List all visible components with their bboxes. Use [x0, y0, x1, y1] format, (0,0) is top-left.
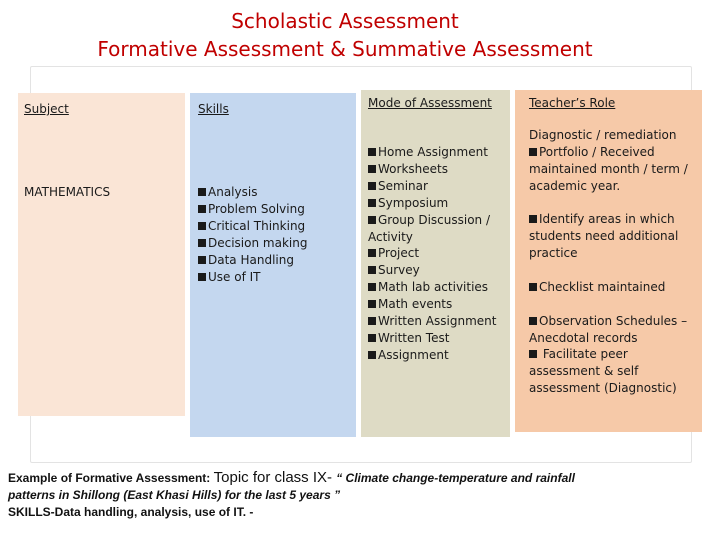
- role-header: Teacher’s Role: [529, 96, 616, 110]
- bullet-icon: [529, 148, 537, 156]
- bullet-icon: [368, 148, 376, 156]
- list-item: Critical Thinking: [198, 218, 307, 235]
- bullet-icon: [368, 216, 376, 224]
- role-identify: Identify areas in which students need additional practice: [529, 212, 679, 260]
- mode-column: [361, 90, 510, 437]
- bullet-icon: [368, 334, 376, 342]
- role-intro: Diagnostic / remediation: [529, 128, 677, 142]
- list-item: Data Handling: [198, 252, 307, 269]
- role-column: [515, 90, 702, 432]
- mode-header: Mode of Assessment: [368, 96, 492, 110]
- bullet-icon: [368, 165, 376, 173]
- bullet-icon: [368, 182, 376, 190]
- list-item: Project: [368, 245, 508, 262]
- role-facilitate: Facilitate peer assessment & self assessment (Diagnostic): [529, 347, 677, 395]
- bullet-icon: [198, 239, 206, 247]
- list-item: Assignment: [368, 347, 508, 364]
- bullet-icon: [529, 350, 537, 358]
- list-item: Written Assignment: [368, 313, 508, 330]
- formative-example: [8, 469, 708, 521]
- list-item: Worksheets: [368, 161, 508, 178]
- list-item: Decision making: [198, 235, 307, 252]
- list-item: Problem Solving: [198, 201, 307, 218]
- bullet-icon: [368, 283, 376, 291]
- bullet-icon: [368, 317, 376, 325]
- role-portfolio: Portfolio / Received maintained month / term / academic year.: [529, 145, 688, 193]
- bullet-icon: [198, 256, 206, 264]
- bullet-icon: [198, 188, 206, 196]
- list-item: Written Test: [368, 330, 508, 347]
- list-item: Analysis: [198, 184, 307, 201]
- list-item: Math lab activities: [368, 279, 508, 296]
- subject-value: MATHEMATICS: [24, 185, 111, 199]
- role-checklist: Checklist maintained: [529, 279, 701, 296]
- bullet-icon: [529, 317, 537, 325]
- bullet-icon: [198, 273, 206, 281]
- example-line-1: Example of Formative Assessment: Topic for class IX- “ Climate change-temperature and rainfall: [8, 469, 575, 486]
- list-item: Home Assignment: [368, 144, 508, 161]
- bullet-icon: [368, 199, 376, 207]
- skills-list: [198, 184, 307, 285]
- bullet-icon: [529, 215, 537, 223]
- list-item: Symposium: [368, 195, 508, 212]
- page-subtitle: Formative Assessment & Summative Assessment: [97, 37, 593, 61]
- skills-column: [190, 93, 356, 437]
- bullet-icon: [368, 249, 376, 257]
- subject-column: [18, 93, 185, 416]
- example-skills-line: SKILLS-Data handling, analysis, use of IT. -: [8, 505, 254, 519]
- list-item: Group Discussion / Activity: [368, 212, 491, 244]
- bullet-icon: [368, 351, 376, 359]
- subject-header: Subject: [24, 102, 69, 116]
- mode-list: [368, 144, 508, 364]
- list-item: Math events: [368, 296, 508, 313]
- role-observation: Observation Schedules – Anecdotal records: [529, 314, 688, 345]
- skills-header: Skills: [198, 102, 229, 116]
- bullet-icon: [198, 205, 206, 213]
- bullet-icon: [529, 283, 537, 291]
- bullet-icon: [198, 222, 206, 230]
- example-line-2: patterns in Shillong (East Khasi Hills) for the last 5 years ”: [8, 488, 341, 502]
- list-item: Seminar: [368, 178, 508, 195]
- bullet-icon: [368, 300, 376, 308]
- page-title: Scholastic Assessment: [231, 9, 459, 33]
- list-item: Use of IT: [198, 269, 307, 286]
- list-item: Survey: [368, 262, 508, 279]
- bullet-icon: [368, 266, 376, 274]
